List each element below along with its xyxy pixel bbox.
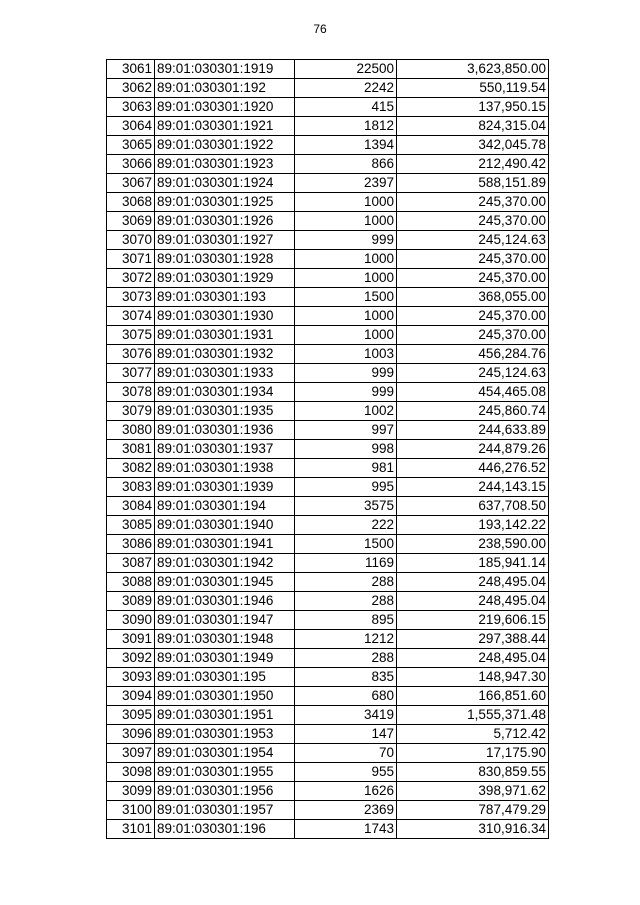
cadastral-value-cell: 245,370.00 [397,326,549,345]
cadastral-value-cell: 219,606.15 [397,611,549,630]
cadastral-number-cell: 89:01:030301:1949 [155,649,295,668]
area-cell: 1500 [295,535,397,554]
row-number-cell: 3065 [107,136,155,155]
cadastral-value-cell: 454,465.08 [397,383,549,402]
cadastral-value-cell: 193,142.22 [397,516,549,535]
area-cell: 999 [295,231,397,250]
cadastral-value-cell: 245,370.00 [397,212,549,231]
table-row [107,193,549,212]
row-number-cell: 3100 [107,801,155,820]
area-cell: 999 [295,383,397,402]
table-row [107,497,549,516]
cadastral-number-cell: 89:01:030301:192 [155,79,295,98]
cadastral-number-cell: 89:01:030301:1925 [155,193,295,212]
cadastral-value-cell: 297,388.44 [397,630,549,649]
cadastral-number-cell: 89:01:030301:193 [155,288,295,307]
cadastral-value-cell: 244,143.15 [397,478,549,497]
cadastral-value-cell: 248,495.04 [397,592,549,611]
cadastral-value-cell: 1,555,371.48 [397,706,549,725]
area-cell: 22500 [295,60,397,79]
cadastral-number-cell: 89:01:030301:1930 [155,307,295,326]
cadastral-value-cell: 245,860.74 [397,402,549,421]
row-number-cell: 3079 [107,402,155,421]
area-cell: 1743 [295,820,397,839]
area-cell: 147 [295,725,397,744]
cadastral-value-cell: 245,370.00 [397,250,549,269]
cadastral-value-cell: 342,045.78 [397,136,549,155]
area-cell: 1394 [295,136,397,155]
cadastral-value-cell: 248,495.04 [397,573,549,592]
row-number-cell: 3073 [107,288,155,307]
table-row [107,725,549,744]
area-cell: 981 [295,459,397,478]
cadastral-number-cell: 89:01:030301:1936 [155,421,295,440]
row-number-cell: 3062 [107,79,155,98]
cadastral-value-cell: 245,124.63 [397,231,549,250]
row-number-cell: 3094 [107,687,155,706]
cadastral-value-cell: 148,947.30 [397,668,549,687]
table-row [107,326,549,345]
table-row [107,630,549,649]
row-number-cell: 3099 [107,782,155,801]
cadastral-number-cell: 89:01:030301:1945 [155,573,295,592]
cadastral-number-cell: 89:01:030301:1948 [155,630,295,649]
area-cell: 997 [295,421,397,440]
cadastral-value-cell: 137,950.15 [397,98,549,117]
cadastral-number-cell: 89:01:030301:1924 [155,174,295,193]
table-row [107,782,549,801]
area-cell: 222 [295,516,397,535]
cadastral-value-cell: 244,879.26 [397,440,549,459]
table-row [107,79,549,98]
cadastral-value-cell: 5,712.42 [397,725,549,744]
row-number-cell: 3066 [107,155,155,174]
cadastral-value-cell: 637,708.50 [397,497,549,516]
row-number-cell: 3101 [107,820,155,839]
row-number-cell: 3078 [107,383,155,402]
cadastral-number-cell: 89:01:030301:1954 [155,744,295,763]
row-number-cell: 3064 [107,117,155,136]
cadastral-value-cell: 588,151.89 [397,174,549,193]
page-number: 76 [313,22,327,36]
cadastral-number-cell: 89:01:030301:195 [155,668,295,687]
row-number-cell: 3083 [107,478,155,497]
row-number-cell: 3089 [107,592,155,611]
row-number-cell: 3068 [107,193,155,212]
cadastral-number-cell: 89:01:030301:1953 [155,725,295,744]
table-row [107,516,549,535]
cadastral-value-cell: 238,590.00 [397,535,549,554]
table-row [107,60,549,79]
cadastral-value-cell: 398,971.62 [397,782,549,801]
cadastral-number-cell: 89:01:030301:1921 [155,117,295,136]
table-row [107,687,549,706]
table-row [107,155,549,174]
cadastral-value-cell: 245,370.00 [397,307,549,326]
cadastral-value-cell: 248,495.04 [397,649,549,668]
cadastral-number-cell: 89:01:030301:1923 [155,155,295,174]
table-row [107,554,549,573]
area-cell: 1000 [295,250,397,269]
table-row [107,117,549,136]
area-cell: 3575 [295,497,397,516]
row-number-cell: 3063 [107,98,155,117]
cadastral-number-cell: 89:01:030301:1940 [155,516,295,535]
row-number-cell: 3074 [107,307,155,326]
cadastral-number-cell: 89:01:030301:1951 [155,706,295,725]
area-cell: 288 [295,573,397,592]
area-cell: 895 [295,611,397,630]
area-cell: 1169 [295,554,397,573]
cadastral-number-cell: 89:01:030301:1950 [155,687,295,706]
cadastral-number-cell: 89:01:030301:1920 [155,98,295,117]
area-cell: 2242 [295,79,397,98]
table-row [107,611,549,630]
cadastral-value-cell: 550,119.54 [397,79,549,98]
table-row [107,307,549,326]
area-cell: 999 [295,364,397,383]
table-row [107,288,549,307]
cadastral-number-cell: 89:01:030301:1934 [155,383,295,402]
table-row [107,402,549,421]
row-number-cell: 3098 [107,763,155,782]
cadastral-number-cell: 89:01:030301:1929 [155,269,295,288]
area-cell: 70 [295,744,397,763]
table-row [107,345,549,364]
area-cell: 1000 [295,193,397,212]
row-number-cell: 3072 [107,269,155,288]
table-row [107,744,549,763]
cadastral-number-cell: 89:01:030301:1927 [155,231,295,250]
row-number-cell: 3061 [107,60,155,79]
area-cell: 1000 [295,212,397,231]
area-cell: 1000 [295,269,397,288]
row-number-cell: 3090 [107,611,155,630]
table-row [107,478,549,497]
row-number-cell: 3096 [107,725,155,744]
cadastral-value-cell: 185,941.14 [397,554,549,573]
cadastral-number-cell: 89:01:030301:1935 [155,402,295,421]
cadastral-value-cell: 212,490.42 [397,155,549,174]
land-plot-table [106,59,549,839]
area-cell: 288 [295,649,397,668]
cadastral-value-cell: 368,055.00 [397,288,549,307]
area-cell: 955 [295,763,397,782]
table-row [107,573,549,592]
row-number-cell: 3069 [107,212,155,231]
table-row [107,231,549,250]
cadastral-value-cell: 830,859.55 [397,763,549,782]
row-number-cell: 3084 [107,497,155,516]
area-cell: 3419 [295,706,397,725]
area-cell: 1000 [295,307,397,326]
area-cell: 1812 [295,117,397,136]
table-row [107,440,549,459]
cadastral-number-cell: 89:01:030301:1926 [155,212,295,231]
area-cell: 1002 [295,402,397,421]
cadastral-value-cell: 824,315.04 [397,117,549,136]
table-row [107,763,549,782]
row-number-cell: 3093 [107,668,155,687]
row-number-cell: 3077 [107,364,155,383]
cadastral-number-cell: 89:01:030301:1946 [155,592,295,611]
table-row [107,706,549,725]
area-cell: 866 [295,155,397,174]
row-number-cell: 3088 [107,573,155,592]
cadastral-number-cell: 89:01:030301:1957 [155,801,295,820]
row-number-cell: 3081 [107,440,155,459]
table-row [107,649,549,668]
area-cell: 835 [295,668,397,687]
area-cell: 1500 [295,288,397,307]
row-number-cell: 3067 [107,174,155,193]
row-number-cell: 3080 [107,421,155,440]
cadastral-number-cell: 89:01:030301:1955 [155,763,295,782]
table-row [107,269,549,288]
cadastral-value-cell: 446,276.52 [397,459,549,478]
area-cell: 998 [295,440,397,459]
cadastral-value-cell: 245,370.00 [397,269,549,288]
cadastral-number-cell: 89:01:030301:1938 [155,459,295,478]
row-number-cell: 3095 [107,706,155,725]
area-cell: 995 [295,478,397,497]
cadastral-value-cell: 245,370.00 [397,193,549,212]
row-number-cell: 3071 [107,250,155,269]
table-row [107,668,549,687]
table-row [107,250,549,269]
area-cell: 1003 [295,345,397,364]
row-number-cell: 3087 [107,554,155,573]
cadastral-value-cell: 244,633.89 [397,421,549,440]
area-cell: 2369 [295,801,397,820]
table-row [107,383,549,402]
cadastral-number-cell: 89:01:030301:1939 [155,478,295,497]
cadastral-value-cell: 166,851.60 [397,687,549,706]
cadastral-number-cell: 89:01:030301:1919 [155,60,295,79]
cadastral-value-cell: 17,175.90 [397,744,549,763]
table-row [107,592,549,611]
area-cell: 1212 [295,630,397,649]
table-row [107,136,549,155]
cadastral-number-cell: 89:01:030301:1933 [155,364,295,383]
cadastral-value-cell: 310,916.34 [397,820,549,839]
cadastral-value-cell: 456,284.76 [397,345,549,364]
cadastral-number-cell: 89:01:030301:1932 [155,345,295,364]
table-row [107,212,549,231]
row-number-cell: 3075 [107,326,155,345]
area-cell: 680 [295,687,397,706]
row-number-cell: 3070 [107,231,155,250]
cadastral-number-cell: 89:01:030301:1937 [155,440,295,459]
row-number-cell: 3097 [107,744,155,763]
table-row [107,98,549,117]
cadastral-value-cell: 245,124.63 [397,364,549,383]
cadastral-number-cell: 89:01:030301:1931 [155,326,295,345]
row-number-cell: 3082 [107,459,155,478]
table-row [107,174,549,193]
table-row [107,801,549,820]
cadastral-number-cell: 89:01:030301:196 [155,820,295,839]
cadastral-number-cell: 89:01:030301:1928 [155,250,295,269]
table-row [107,535,549,554]
cadastral-number-cell: 89:01:030301:1942 [155,554,295,573]
row-number-cell: 3092 [107,649,155,668]
area-cell: 415 [295,98,397,117]
row-number-cell: 3076 [107,345,155,364]
table-row [107,421,549,440]
cadastral-number-cell: 89:01:030301:1956 [155,782,295,801]
cadastral-value-cell: 787,479.29 [397,801,549,820]
row-number-cell: 3085 [107,516,155,535]
table-row [107,459,549,478]
area-cell: 1626 [295,782,397,801]
table-row [107,820,549,839]
cadastral-number-cell: 89:01:030301:194 [155,497,295,516]
cadastral-number-cell: 89:01:030301:1947 [155,611,295,630]
area-cell: 1000 [295,326,397,345]
row-number-cell: 3086 [107,535,155,554]
cadastral-number-cell: 89:01:030301:1922 [155,136,295,155]
table-row [107,364,549,383]
cadastral-value-cell: 3,623,850.00 [397,60,549,79]
area-cell: 2397 [295,174,397,193]
area-cell: 288 [295,592,397,611]
row-number-cell: 3091 [107,630,155,649]
cadastral-number-cell: 89:01:030301:1941 [155,535,295,554]
